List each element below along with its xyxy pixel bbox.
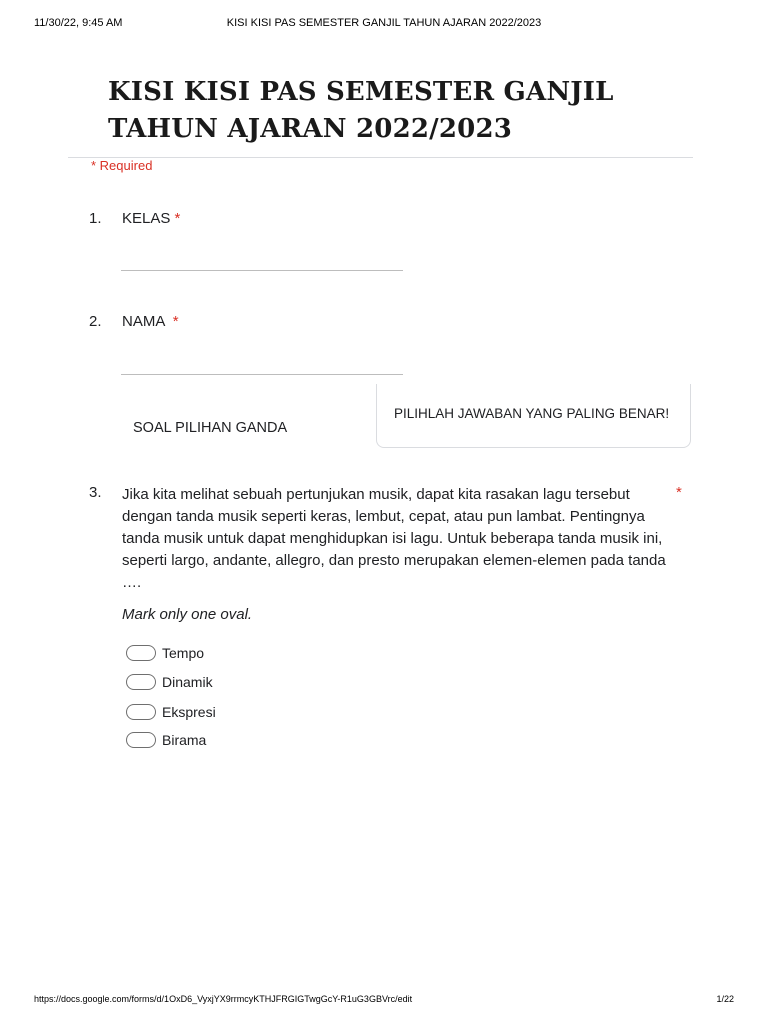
kelas-answer-field[interactable] bbox=[121, 270, 403, 271]
question-label-text: NAMA bbox=[122, 313, 165, 330]
section-title: SOAL PILIHAN GANDA bbox=[133, 420, 288, 436]
form-title: KISI KISI PAS SEMESTER GANJIL TAHUN AJARAN 2022/2023 bbox=[108, 77, 614, 144]
question-label-kelas bbox=[122, 210, 180, 227]
nama-answer-field[interactable] bbox=[121, 374, 403, 375]
mark-only-one-note: Mark only one oval. bbox=[122, 606, 253, 623]
question-number-1: 1. bbox=[89, 210, 102, 227]
radio-oval[interactable] bbox=[126, 704, 156, 720]
option-label: Dinamik bbox=[162, 674, 213, 690]
option-dinamik[interactable] bbox=[126, 672, 213, 692]
print-header-title: KISI KISI PAS SEMESTER GANJIL TAHUN AJARAN 2022/2023 bbox=[226, 17, 542, 29]
option-label: Birama bbox=[162, 732, 207, 748]
question-number-2: 2. bbox=[89, 313, 102, 330]
required-asterisk: * bbox=[174, 210, 181, 227]
question-number-3: 3. bbox=[89, 484, 102, 501]
radio-oval[interactable] bbox=[126, 674, 156, 690]
print-datetime: 11/30/22, 9:45 AM bbox=[34, 17, 123, 29]
option-label: Ekspresi bbox=[162, 704, 216, 720]
radio-oval[interactable] bbox=[126, 645, 156, 661]
section-description-box bbox=[376, 384, 691, 448]
title-divider bbox=[68, 157, 693, 158]
question-label-text: KELAS bbox=[122, 210, 171, 227]
option-tempo[interactable] bbox=[126, 643, 204, 663]
option-label: Tempo bbox=[162, 645, 205, 661]
option-ekspresi[interactable] bbox=[126, 702, 216, 722]
required-asterisk: * bbox=[172, 313, 179, 330]
option-birama[interactable] bbox=[126, 730, 206, 750]
print-footer-url: https://docs.google.com/forms/d/1OxD6_VyxjYX9rrmcyKTHJFRGIGTwgGcY-R1uG3GBVrc/edit bbox=[34, 994, 413, 1004]
print-page-number: 1/22 bbox=[716, 994, 734, 1004]
section-description: PILIHLAH JAWABAN YANG PALING BENAR! bbox=[394, 406, 670, 421]
required-note: * Required bbox=[91, 158, 153, 173]
radio-oval[interactable] bbox=[126, 732, 156, 748]
required-asterisk: * bbox=[676, 484, 682, 501]
question-3-text: Jika kita melihat sebuah pertunjukan musik, dapat kita rasakan lagu tersebut dengan tanda musik seperti keras, lembut, cepat, atau pun lambat. Pentingnya tanda musik untuk dapat menghidupkan isi lagu. Untuk beberapa tanda musik ini, seperti largo, andante, allegro, dan presto merupakan elemen-elemen pada tanda …. bbox=[122, 486, 666, 591]
question-label-nama bbox=[122, 313, 179, 330]
